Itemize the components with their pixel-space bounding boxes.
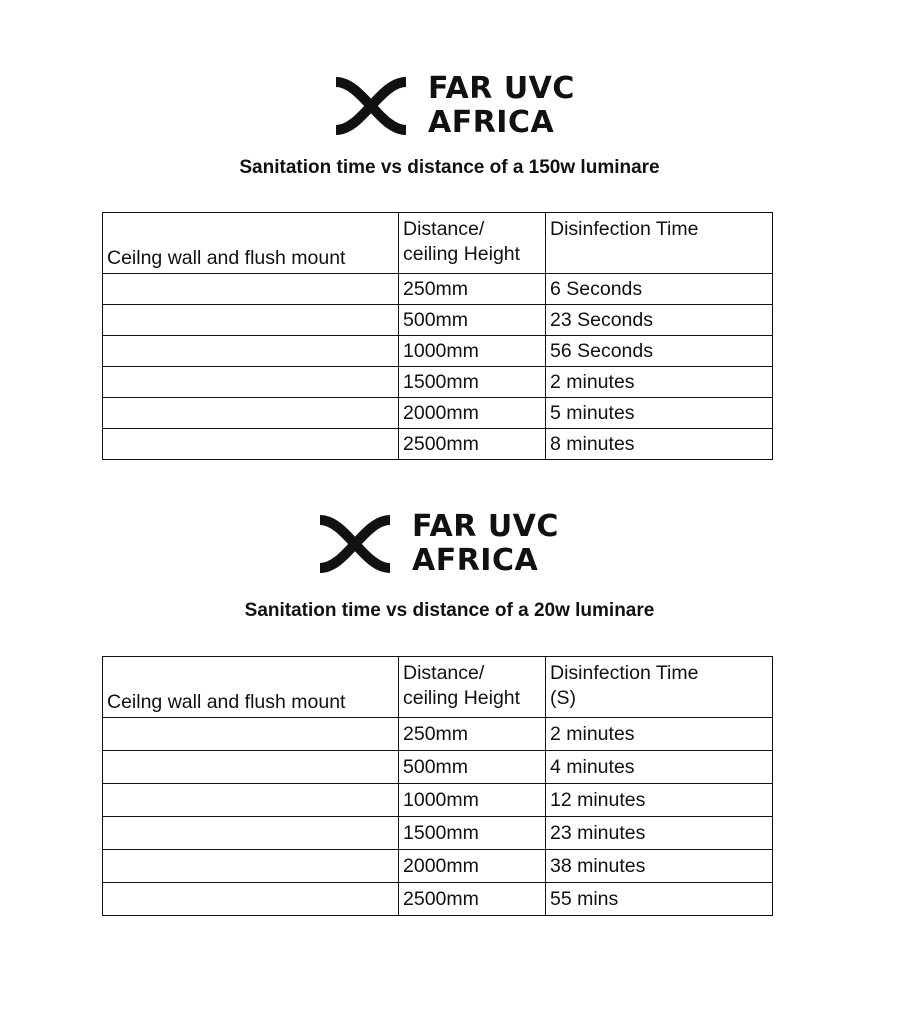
cell-time: 6 Seconds	[546, 274, 773, 305]
cell-mount	[103, 718, 399, 751]
cell-time: 2 minutes	[546, 367, 773, 398]
header-distance-line2: ceiling Height	[403, 243, 521, 265]
cell-distance: 2000mm	[399, 398, 546, 429]
cell-distance: 250mm	[399, 718, 546, 751]
cell-distance: 2500mm	[399, 429, 546, 460]
cell-time: 38 minutes	[546, 850, 773, 883]
cell-time: 4 minutes	[546, 751, 773, 784]
brand-wordmark	[412, 510, 559, 578]
cell-time: 5 minutes	[546, 398, 773, 429]
header-distance-line1: Distance/	[403, 218, 485, 240]
header-time-line1: Disinfection Time	[550, 662, 699, 684]
brand-logo	[316, 510, 559, 578]
brand-wordmark	[428, 72, 575, 140]
cell-distance: 1500mm	[399, 817, 546, 850]
crossed-waves-logo-icon	[332, 74, 410, 138]
section-subtitle: Sanitation time vs distance of a 150w luminare	[239, 157, 660, 178]
cell-time: 8 minutes	[546, 429, 773, 460]
table-row	[103, 429, 773, 460]
table-row	[103, 817, 773, 850]
table-header-row	[103, 213, 773, 274]
header-time	[546, 213, 773, 274]
header-time-line2: (S)	[550, 687, 576, 709]
brand-name-line1: FAR UVC	[412, 509, 559, 544]
disinfection-table	[102, 212, 773, 460]
header-distance-line1: Distance/	[403, 662, 485, 684]
disinfection-table	[102, 656, 773, 916]
cell-distance: 1500mm	[399, 367, 546, 398]
header-distance	[399, 657, 546, 718]
table-row	[103, 784, 773, 817]
table-header-row	[103, 657, 773, 718]
header-mount: Ceilng wall and flush mount	[103, 213, 399, 274]
cell-mount	[103, 398, 399, 429]
cell-mount	[103, 751, 399, 784]
cell-time: 56 Seconds	[546, 336, 773, 367]
table-row	[103, 274, 773, 305]
cell-mount	[103, 883, 399, 916]
cell-distance: 1000mm	[399, 784, 546, 817]
table-row	[103, 398, 773, 429]
brand-name-line2: AFRICA	[412, 543, 539, 578]
header-time	[546, 657, 773, 718]
header-distance-line2: ceiling Height	[403, 687, 521, 709]
cell-distance: 250mm	[399, 274, 546, 305]
cell-mount	[103, 367, 399, 398]
brand-name-line1: FAR UVC	[428, 71, 575, 106]
cell-time: 23 minutes	[546, 817, 773, 850]
header-distance	[399, 213, 546, 274]
cell-distance: 2000mm	[399, 850, 546, 883]
cell-distance: 1000mm	[399, 336, 546, 367]
table-row	[103, 850, 773, 883]
cell-distance: 2500mm	[399, 883, 546, 916]
cell-time: 55 mins	[546, 883, 773, 916]
header-time-line1: Disinfection Time	[550, 218, 699, 240]
table-row	[103, 883, 773, 916]
cell-mount	[103, 305, 399, 336]
cell-time: 12 minutes	[546, 784, 773, 817]
section-subtitle: Sanitation time vs distance of a 20w luminare	[244, 600, 655, 621]
cell-mount	[103, 274, 399, 305]
cell-mount	[103, 336, 399, 367]
cell-time: 23 Seconds	[546, 305, 773, 336]
table-row	[103, 751, 773, 784]
cell-mount	[103, 850, 399, 883]
table-row	[103, 305, 773, 336]
cell-mount	[103, 784, 399, 817]
cell-mount	[103, 429, 399, 460]
table-row	[103, 367, 773, 398]
cell-distance: 500mm	[399, 751, 546, 784]
cell-mount	[103, 817, 399, 850]
cell-time: 2 minutes	[546, 718, 773, 751]
header-mount: Ceilng wall and flush mount	[103, 657, 399, 718]
table-row	[103, 336, 773, 367]
brand-name-line2: AFRICA	[428, 105, 555, 140]
table-row	[103, 718, 773, 751]
cell-distance: 500mm	[399, 305, 546, 336]
crossed-waves-logo-icon	[316, 512, 394, 576]
brand-logo	[332, 72, 575, 140]
